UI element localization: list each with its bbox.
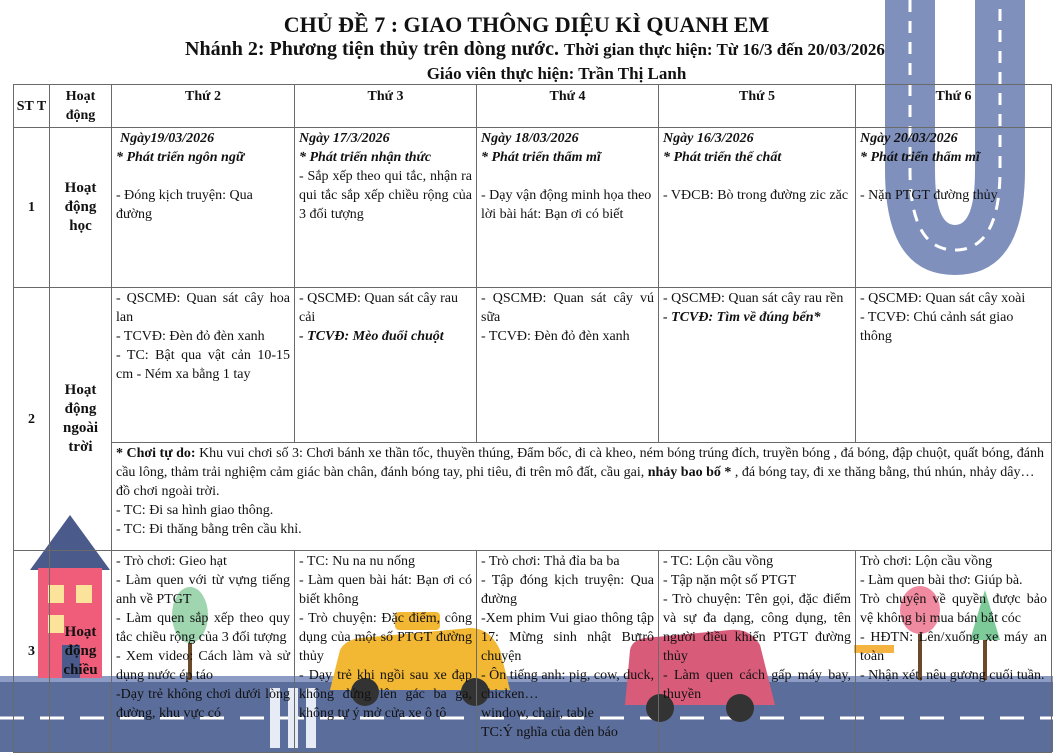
free-play-extra: - TC: Đi sa hình giao thông. bbox=[116, 503, 274, 518]
free-play-text-end: , đá bóng tay, đi xe thăng bằng, thú nhún, nhảy dây…đồ chơi ngoài trời. bbox=[116, 465, 1035, 499]
cell-line: TC:Ý nghĩa của đèn báo bbox=[481, 725, 618, 740]
cell-date: Ngày 16/3/2026 bbox=[663, 131, 754, 146]
cell-line: - Trò chuyện: Đặc điểm, công dụng của một số PTGT đường thủy bbox=[299, 611, 472, 664]
cell-date: Ngày 20/03/2026 bbox=[860, 131, 958, 146]
cell-mon bbox=[112, 551, 295, 753]
cell-line: - TCVĐ: Tìm về đúng bến* bbox=[663, 310, 821, 325]
row-activity: Hoạt động ngoài trời bbox=[50, 288, 112, 551]
free-play-cell bbox=[112, 443, 1052, 551]
cell-wed bbox=[477, 551, 659, 753]
col-header-mon: Thứ 2 bbox=[112, 85, 295, 128]
cell-tue bbox=[295, 288, 477, 443]
cell-wed bbox=[477, 128, 659, 288]
cell-line: - QSCMĐ: Quan sát cây vú sữa bbox=[481, 291, 654, 325]
cell-line: - TCVĐ: Chú cảnh sát giao thông bbox=[860, 310, 1014, 344]
cell-line: - Trò chơi: Gieo hạt bbox=[116, 554, 227, 569]
cell-date: Ngày19/03/2026 bbox=[120, 131, 215, 146]
cell-line: - TCVĐ: Đèn đỏ đèn xanh bbox=[116, 329, 265, 344]
cell-mon bbox=[112, 288, 295, 443]
cell-area: * Phát triển thẩm mĩ bbox=[481, 150, 601, 165]
cell-area: * Phát triển thể chất bbox=[663, 150, 782, 165]
cell-line: Trò chuyện về quyền được bảo vệ không bị mua bán bắt cóc bbox=[860, 592, 1047, 626]
cell-text: - Sắp xếp theo qui tắc, nhận ra qui tắc sắp xếp chiều rộng của 3 đối tượng bbox=[299, 169, 472, 222]
cell-line: - Tập nặn một số PTGT bbox=[663, 573, 797, 588]
cell-line: - QSCMĐ: Quan sát cây rau cải bbox=[299, 291, 459, 325]
row-activity: Hoạt động chiều bbox=[50, 551, 112, 753]
cell-line: - TCVĐ: Đèn đỏ đèn xanh bbox=[481, 329, 630, 344]
cell-line: - TC: Lộn cầu vồng bbox=[663, 554, 774, 569]
cell-line: - HĐTN: Lên/xuống xe máy an toàn bbox=[860, 630, 1047, 664]
cell-line: - Làm quen bài hát: Bạn ơi có biết không bbox=[299, 573, 472, 607]
cell-area: * Phát triển thẩm mĩ bbox=[860, 150, 980, 165]
cell-thu bbox=[659, 551, 856, 753]
col-header-tue: Thứ 3 bbox=[295, 85, 477, 128]
cell-line: - TCVĐ: Mèo đuổi chuột bbox=[299, 329, 444, 344]
cell-line: - TC: Bật qua vật cản 10-15 cm - Ném xa bằng 1 tay bbox=[116, 348, 290, 382]
cell-thu bbox=[659, 288, 856, 443]
cell-line: -Dạy trẻ không chơi dưới lòng đường, khu vực có bbox=[116, 687, 290, 721]
col-header-activity: Hoạt động bbox=[50, 85, 112, 128]
row-number: 3 bbox=[14, 551, 50, 753]
cell-mon bbox=[112, 128, 295, 288]
table-header-row bbox=[14, 85, 1052, 128]
cell-line: - Làm quen sắp xếp theo quy tắc chiều rộng của 3 đối tượng bbox=[116, 611, 290, 645]
table-row bbox=[14, 128, 1052, 288]
col-header-thu: Thứ 5 bbox=[659, 85, 856, 128]
time-range: Thời gian thực hiện: Từ 16/3 đến 20/03/2026 bbox=[564, 40, 885, 59]
cell-line: - Ôn tiếng anh: pig, cow, duck, chicken… bbox=[481, 668, 654, 702]
free-play-text: Khu vui chơi số 3: Chơi bánh xe thần tốc, thuyền thúng, Đẩm bốc, đi cà kheo, ném bóng trúng đích, truyền bóng , đá bóng, đập chuột, quất bóng, đánh cầu lông, thảm trải nghiệm cảm giác bàn chân, đánh bóng tay, phi tiêu, đi trên mô đất, cầu gai, bbox=[116, 446, 1044, 480]
cell-line: - QSCMĐ: Quan sát cây xoài bbox=[860, 291, 1026, 306]
cell-wed bbox=[477, 288, 659, 443]
table-row bbox=[14, 288, 1052, 443]
cell-text: - Dạy vận động minh họa theo lời bài hát: Bạn ơi có biết bbox=[481, 188, 652, 222]
col-header-stt: ST T bbox=[14, 85, 50, 128]
cell-fri bbox=[856, 288, 1052, 443]
branch-title: Nhánh 2: Phương tiện thủy trên dòng nước. bbox=[185, 38, 559, 60]
cell-line: - Làm quen bài thơ: Giúp bà. bbox=[860, 573, 1023, 588]
cell-line: - Dạy trẻ khi ngồi sau xe đạp không đứng lên gác ba ga, không tự ý mở cửa xe ô tô bbox=[299, 668, 472, 721]
cell-line: - Trò chơi: Thả đỉa ba ba bbox=[481, 554, 620, 569]
free-play-extra: - TC: Đi thăng bằng trên cầu khỉ. bbox=[116, 522, 302, 537]
cell-thu bbox=[659, 128, 856, 288]
row-number: 2 bbox=[14, 288, 50, 551]
table-row bbox=[14, 551, 1052, 753]
cell-line: window, chair, table bbox=[481, 706, 594, 721]
cell-line: - Tập đóng kịch truyện: Qua đường bbox=[481, 573, 654, 607]
cell-line: -Xem phim Vui giao thông tập 17: Mừng sinh nhật Bưtrô chuyện bbox=[481, 611, 654, 664]
cell-text: - VĐCB: Bò trong đường zic zăc bbox=[663, 188, 849, 203]
col-header-fri: Thứ 6 bbox=[856, 85, 1052, 128]
cell-area: * Phát triển nhận thức bbox=[299, 150, 432, 165]
cell-area: * Phát triển ngôn ngữ bbox=[116, 150, 245, 165]
cell-date: Ngày 17/3/2026 bbox=[299, 131, 390, 146]
cell-line: - Làm quen với từ vựng tiếng anh về PTGT bbox=[116, 573, 290, 607]
cell-line: - Làm quen cách gấp máy bay, thuyền bbox=[663, 668, 851, 702]
cell-fri bbox=[856, 551, 1052, 753]
cell-line: - Xem video: Cách làm và sử dụng nước ép táo bbox=[116, 649, 290, 683]
cell-fri bbox=[856, 128, 1052, 288]
cell-line: - QSCMĐ: Quan sát cây hoa lan bbox=[116, 291, 290, 325]
cell-tue bbox=[295, 551, 477, 753]
cell-line: - Nhận xét, nêu gương cuối tuần. bbox=[860, 668, 1045, 683]
row-number: 1 bbox=[14, 128, 50, 288]
col-header-wed: Thứ 4 bbox=[477, 85, 659, 128]
free-play-label: * Chơi tự do: bbox=[116, 446, 196, 461]
cell-line: - QSCMĐ: Quan sát cây rau rền bbox=[663, 291, 844, 306]
table-row-free-play bbox=[14, 443, 1052, 551]
cell-line: - Trò chuyện: Tên gọi, đặc điểm và sự đa dạng, công dụng, tên người điều khiển PTGT đường thủy bbox=[663, 592, 851, 664]
cell-text: - Đóng kịch truyện: Qua đường bbox=[116, 188, 253, 222]
cell-tue bbox=[295, 128, 477, 288]
page-title: CHỦ ĐỀ 7 : GIAO THÔNG DIỆU KÌ QUANH EM bbox=[283, 12, 770, 37]
cell-line: Trò chơi: Lộn cầu vồng bbox=[860, 554, 993, 569]
cell-date: Ngày 18/03/2026 bbox=[481, 131, 579, 146]
free-play-bold: nhảy bao bố * bbox=[644, 465, 732, 480]
teacher-line: Giáo viên thực hiện: Trần Thị Lanh bbox=[426, 64, 687, 83]
branch-line bbox=[185, 38, 1045, 61]
row-activity: Hoạt động học bbox=[50, 128, 112, 288]
cell-line: - TC: Nu na nu nống bbox=[299, 554, 416, 569]
cell-text: - Nặn PTGT đường thủy bbox=[860, 188, 998, 203]
weekly-plan-table bbox=[13, 84, 1052, 753]
